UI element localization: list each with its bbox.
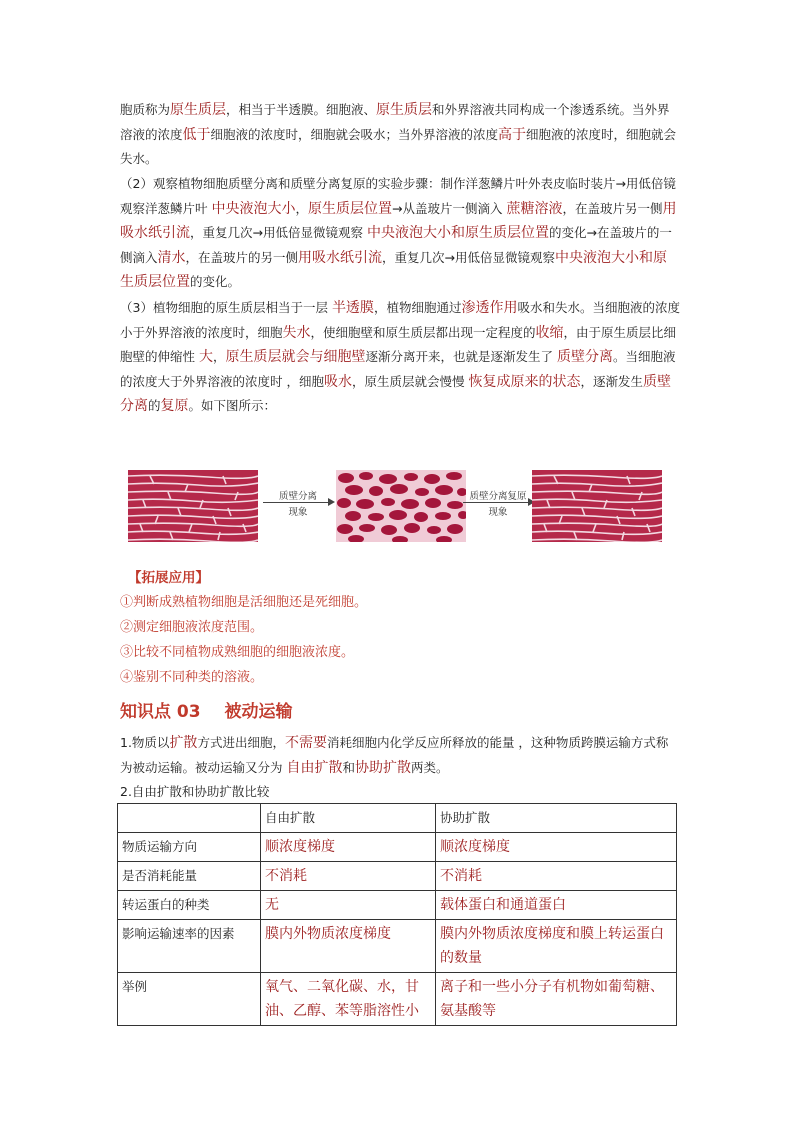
table-cell: 离子和一些小分子有机物如葡萄糖、氨基酸等 — [436, 973, 677, 1026]
body-text: 胞质称为 — [120, 102, 171, 117]
table-cell: 膜内外物质浓度梯度 — [261, 920, 436, 973]
key-term: 原生质层位置 — [308, 200, 392, 217]
key-term: 失水 — [282, 324, 311, 341]
key-term: 中央液泡大小 — [211, 200, 296, 217]
key-term: 用吸水纸引流 — [120, 200, 677, 241]
extension-title: 【拓展应用】 — [128, 570, 209, 586]
section-title: 被动运输 — [224, 702, 293, 722]
extension-item: ②测定细胞液浓度范围。 — [120, 620, 264, 635]
key-term: 高于 — [498, 126, 527, 143]
table-cell: 顺浓度梯度 — [261, 833, 436, 862]
body-text: ， — [295, 200, 308, 216]
row-label: 举例 — [118, 973, 261, 1026]
table-cell: 不消耗 — [261, 862, 436, 891]
body-text: ，在盖玻片另一侧 — [562, 200, 663, 216]
body-text: ，重复几次→用低倍显微镜观察 — [190, 225, 367, 240]
body-text: 吸水和失水。当细胞液的浓度小于外界溶液的浓度时，细胞 — [120, 300, 680, 340]
key-term: 中央液泡大小和原生质层位置 — [366, 225, 549, 241]
body-text: ，在盖玻片的另一侧 — [185, 249, 299, 265]
row-label: 是否消耗能量 — [118, 862, 261, 891]
table-cell: 膜内外物质浓度梯度和膜上转运蛋白的数量 — [436, 920, 677, 973]
table-row — [118, 920, 677, 973]
body-text: 和外界溶液共同构成一个渗透系统。当外界溶液的浓度 — [120, 102, 670, 142]
section-heading — [120, 697, 293, 722]
row-label: 物质运输方向 — [118, 833, 261, 862]
deplasmolysis-arrow: 质壁分离复原 现象 — [461, 492, 535, 532]
key-term: 原生质层 — [170, 102, 227, 118]
key-term: 收缩 — [535, 324, 564, 341]
body-text: ，逐渐发生 — [580, 373, 643, 389]
body-text: 的 — [148, 398, 161, 413]
normal-cells-image — [128, 470, 258, 542]
body-text: 。当细胞液的浓度大于外界溶液的浓度时 ，细胞 — [120, 349, 676, 389]
table-row — [118, 862, 677, 891]
key-term: 质壁分离 — [120, 373, 671, 414]
key-term: 半透膜 — [331, 300, 374, 316]
table-cell: 顺浓度梯度 — [436, 833, 677, 862]
comparison-table — [117, 803, 677, 1026]
body-text: 的变化→在盖玻片的一侧滴入 — [120, 225, 672, 265]
body-text: 细胞液的浓度时，细胞就会失水。 — [120, 126, 677, 166]
table-header-cell — [118, 804, 261, 833]
table-cell: 无 — [261, 891, 436, 920]
paragraph-osmosis — [120, 98, 680, 172]
key-term: 不需要 — [284, 735, 327, 751]
body-text: ，原生质层就会慢慢 — [351, 373, 469, 389]
key-term: 蔗糖溶液 — [506, 200, 563, 217]
body-text: ，使细胞壁和原生质层都出现一定程度的 — [310, 324, 536, 340]
key-term: 吸水 — [323, 373, 352, 390]
paragraph-experiment-steps — [120, 172, 680, 295]
key-term: 自由扩散 — [286, 759, 343, 776]
table-cell: 载体蛋白和通道蛋白 — [436, 891, 677, 920]
key-term: 恢复成原来的状态 — [468, 373, 581, 390]
row-label: 转运蛋白的种类 — [118, 891, 261, 920]
extension-item: ④鉴别不同种类的溶液。 — [120, 670, 264, 685]
table-header-row — [118, 804, 677, 833]
body-text: 的变化。 — [190, 274, 241, 289]
key-term: 复原 — [160, 398, 189, 414]
row-label: 影响运输速率的因素 — [118, 920, 261, 973]
table-header-cell: 协助扩散 — [436, 804, 677, 833]
key-term: 原生质层就会与细胞壁 — [225, 349, 366, 365]
key-term: 扩散 — [169, 735, 198, 751]
body-text: 。如下图所示： — [188, 398, 277, 413]
compare-heading: 2.自由扩散和协助扩散比较 — [120, 784, 270, 799]
paragraph-plasmolysis — [120, 296, 680, 419]
key-term: 清水 — [157, 249, 186, 266]
body-text: 两类。 — [411, 759, 449, 775]
body-text: （2）观察植物细胞质壁分离和质壁分离复原的实验步骤：制作洋葱鳞片叶外表皮临时装片→用低倍镜观察洋葱鳞片叶 — [120, 176, 676, 216]
body-text: 和 — [342, 759, 355, 775]
body-text: （3）植物细胞的原生质层相当于一层 — [120, 300, 332, 315]
table-row — [118, 891, 677, 920]
body-text: ，由于原生质层比细胞壁的伸缩性 — [120, 324, 677, 364]
table-row — [118, 973, 677, 1026]
body-text: 方式进出细胞， — [197, 735, 285, 750]
body-text: ， — [212, 349, 226, 364]
key-term: 原生质层 — [376, 102, 433, 118]
key-term: 中央液泡大小和原生质层位置 — [120, 249, 668, 290]
key-term: 低于 — [182, 126, 211, 143]
body-text: ，重复几次→用低倍显微镜观察 — [382, 249, 556, 265]
paragraph-passive-transport — [120, 731, 680, 780]
recovered-cells-image — [532, 470, 662, 542]
section-label: 知识点 03 — [120, 702, 201, 722]
key-term: 渗透作用 — [461, 300, 518, 316]
body-text: 消耗细胞内化学反应所释放的能量 ，这种物质跨膜运输方式称为被动运输。被动运输又分为 — [120, 735, 669, 775]
plasmolysis-figure — [128, 470, 662, 546]
table-header-cell: 自由扩散 — [261, 804, 436, 833]
key-term: 大 — [198, 349, 213, 365]
key-term: 用吸水纸引流 — [298, 249, 383, 266]
table-row — [118, 833, 677, 862]
plasmolyzed-cells-image — [336, 470, 466, 542]
key-term: 协助扩散 — [355, 759, 411, 776]
body-text: ，相当于半透膜。细胞液、 — [226, 102, 377, 117]
key-term: 质壁分离 — [556, 349, 613, 365]
body-text: 1.物质以 — [120, 735, 170, 750]
body-text: ，植物细胞通过 — [373, 300, 462, 315]
body-text: →从盖玻片一侧滴入 — [392, 200, 507, 216]
extension-item: ③比较不同植物成熟细胞的细胞液浓度。 — [120, 645, 355, 660]
table-cell: 不消耗 — [436, 862, 677, 891]
extension-item: ①判断成熟植物细胞是活细胞还是死细胞。 — [120, 595, 368, 610]
body-text: 细胞液的浓度时，细胞就会吸水；当外界溶液的浓度 — [210, 126, 499, 142]
body-text: 逐渐分离开来，也就是逐渐发生了 — [365, 349, 557, 364]
plasmolysis-arrow: 质壁分离 现象 — [261, 492, 335, 532]
table-cell: 氧气、二氧化碳、水，甘油、乙醇、苯等脂溶性小 — [261, 973, 436, 1026]
